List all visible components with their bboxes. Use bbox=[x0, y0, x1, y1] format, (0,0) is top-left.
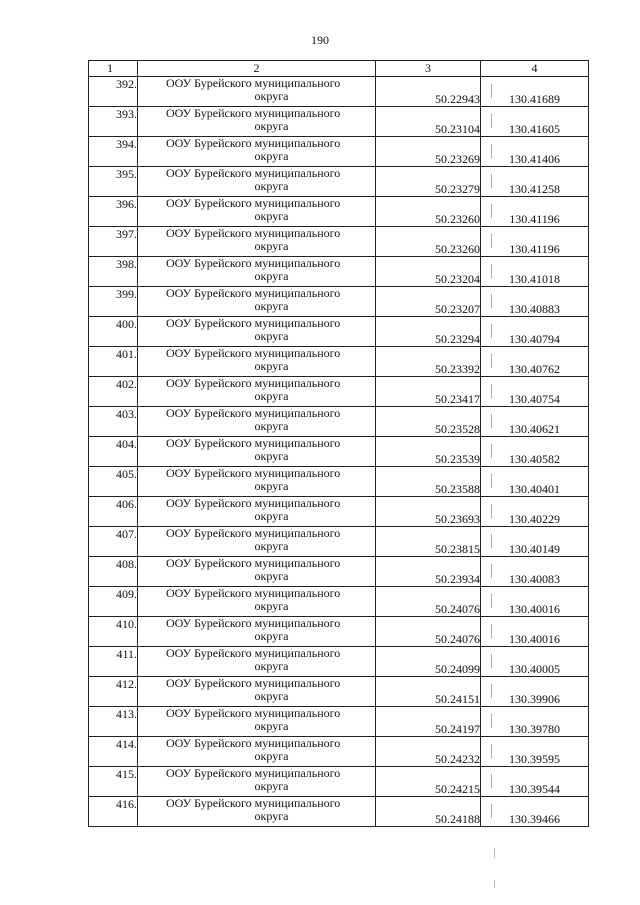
object-name-line-2: округа bbox=[254, 719, 289, 733]
scan-artifact-mark bbox=[491, 564, 492, 578]
scan-artifact-mark bbox=[494, 880, 495, 888]
object-name-line-1: ООУ Бурейского муниципального bbox=[166, 376, 341, 390]
longitude-value: 130.41605 bbox=[509, 122, 560, 136]
row-number: 394. bbox=[89, 137, 138, 167]
row-number: 398. bbox=[89, 257, 138, 287]
scan-artifact-mark bbox=[491, 234, 492, 248]
table-row bbox=[89, 437, 589, 467]
row-number: 393. bbox=[89, 107, 138, 137]
longitude-cell bbox=[481, 437, 589, 467]
coordinates-table bbox=[88, 60, 589, 827]
longitude-value: 130.40794 bbox=[509, 332, 560, 346]
object-name bbox=[138, 737, 376, 767]
page-number: 190 bbox=[311, 33, 329, 47]
table-row bbox=[89, 587, 589, 617]
object-name-line-2: округа bbox=[254, 209, 289, 223]
latitude-cell: 50.23392 bbox=[376, 347, 481, 377]
table-row bbox=[89, 107, 589, 137]
object-name bbox=[138, 377, 376, 407]
longitude-value: 130.39906 bbox=[509, 692, 560, 706]
scan-artifact-mark bbox=[491, 144, 492, 158]
longitude-cell bbox=[481, 737, 589, 767]
longitude-cell bbox=[481, 227, 589, 257]
object-name-line-1: ООУ Бурейского муниципального bbox=[166, 286, 341, 300]
object-name bbox=[138, 467, 376, 497]
longitude-value: 130.41258 bbox=[509, 182, 560, 196]
longitude-cell bbox=[481, 527, 589, 557]
table-row bbox=[89, 407, 589, 437]
object-name-line-1: ООУ Бурейского муниципального bbox=[166, 586, 341, 600]
object-name-line-2: округа bbox=[254, 269, 289, 283]
table-row bbox=[89, 737, 589, 767]
table-row bbox=[89, 677, 589, 707]
longitude-cell bbox=[481, 317, 589, 347]
object-name-line-2: округа bbox=[254, 779, 289, 793]
scan-artifact-mark bbox=[491, 714, 492, 728]
longitude-cell bbox=[481, 197, 589, 227]
table-row bbox=[89, 197, 589, 227]
object-name-line-2: округа bbox=[254, 509, 289, 523]
longitude-value: 130.39595 bbox=[509, 752, 560, 766]
object-name-line-1: ООУ Бурейского муниципального bbox=[166, 76, 341, 90]
scan-artifact-mark bbox=[491, 594, 492, 608]
row-number: 413. bbox=[89, 707, 138, 737]
longitude-cell bbox=[481, 167, 589, 197]
longitude-cell bbox=[481, 557, 589, 587]
object-name bbox=[138, 527, 376, 557]
object-name bbox=[138, 677, 376, 707]
object-name-line-1: ООУ Бурейского муниципального bbox=[166, 646, 341, 660]
object-name-line-2: округа bbox=[254, 389, 289, 403]
object-name bbox=[138, 587, 376, 617]
object-name-line-2: округа bbox=[254, 449, 289, 463]
scan-artifact-mark bbox=[491, 264, 492, 278]
longitude-cell bbox=[481, 797, 589, 827]
longitude-value: 130.40229 bbox=[509, 512, 560, 526]
longitude-value: 130.40016 bbox=[509, 632, 560, 646]
object-name bbox=[138, 767, 376, 797]
longitude-value: 130.41196 bbox=[509, 242, 560, 256]
object-name bbox=[138, 647, 376, 677]
row-number: 404. bbox=[89, 437, 138, 467]
latitude-cell: 50.23279 bbox=[376, 167, 481, 197]
latitude-cell: 50.23204 bbox=[376, 257, 481, 287]
header-col-2: 2 bbox=[138, 61, 376, 77]
latitude-cell: 50.24197 bbox=[376, 707, 481, 737]
row-number: 409. bbox=[89, 587, 138, 617]
longitude-value: 130.41406 bbox=[509, 152, 560, 166]
scan-artifact-mark bbox=[491, 624, 492, 638]
row-number: 408. bbox=[89, 557, 138, 587]
table-row bbox=[89, 647, 589, 677]
scan-artifact-mark bbox=[491, 84, 492, 98]
longitude-cell bbox=[481, 107, 589, 137]
object-name-line-2: округа bbox=[254, 89, 289, 103]
object-name-line-2: округа bbox=[254, 149, 289, 163]
row-number: 406. bbox=[89, 497, 138, 527]
longitude-value: 130.40005 bbox=[509, 662, 560, 676]
longitude-value: 130.39780 bbox=[509, 722, 560, 736]
row-number: 410. bbox=[89, 617, 138, 647]
object-name-line-1: ООУ Бурейского муниципального bbox=[166, 256, 341, 270]
table-row bbox=[89, 557, 589, 587]
longitude-cell bbox=[481, 377, 589, 407]
object-name-line-1: ООУ Бурейского муниципального bbox=[166, 316, 341, 330]
row-number: 411. bbox=[89, 647, 138, 677]
object-name-line-1: ООУ Бурейского муниципального bbox=[166, 736, 341, 750]
object-name-line-2: округа bbox=[254, 749, 289, 763]
latitude-cell: 50.23528 bbox=[376, 407, 481, 437]
latitude-cell: 50.23693 bbox=[376, 497, 481, 527]
scan-artifact-mark bbox=[491, 654, 492, 668]
object-name bbox=[138, 287, 376, 317]
table-row bbox=[89, 377, 589, 407]
latitude-cell: 50.23539 bbox=[376, 437, 481, 467]
latitude-cell: 50.23588 bbox=[376, 467, 481, 497]
scan-artifact-mark bbox=[491, 114, 492, 128]
table-row bbox=[89, 497, 589, 527]
object-name bbox=[138, 227, 376, 257]
table-row bbox=[89, 227, 589, 257]
longitude-value: 130.41196 bbox=[509, 212, 560, 226]
row-number: 401. bbox=[89, 347, 138, 377]
object-name bbox=[138, 347, 376, 377]
object-name bbox=[138, 797, 376, 827]
latitude-cell: 50.23815 bbox=[376, 527, 481, 557]
row-number: 400. bbox=[89, 317, 138, 347]
object-name-line-1: ООУ Бурейского муниципального bbox=[166, 406, 341, 420]
latitude-cell: 50.24076 bbox=[376, 587, 481, 617]
object-name-line-1: ООУ Бурейского муниципального bbox=[166, 466, 341, 480]
scan-artifact-mark bbox=[491, 444, 492, 458]
scan-artifact-mark bbox=[491, 324, 492, 338]
header-col-4: 4 bbox=[481, 61, 589, 77]
object-name bbox=[138, 707, 376, 737]
scan-artifact-mark bbox=[491, 504, 492, 518]
table-row bbox=[89, 77, 589, 107]
longitude-cell bbox=[481, 77, 589, 107]
object-name-line-1: ООУ Бурейского муниципального bbox=[166, 766, 341, 780]
longitude-value: 130.40883 bbox=[509, 302, 560, 316]
latitude-cell: 50.24151 bbox=[376, 677, 481, 707]
longitude-value: 130.40762 bbox=[509, 362, 560, 376]
table-row bbox=[89, 257, 589, 287]
latitude-cell: 50.23934 bbox=[376, 557, 481, 587]
table-row bbox=[89, 707, 589, 737]
longitude-value: 130.40754 bbox=[509, 392, 560, 406]
header-col-1: 1 bbox=[89, 61, 138, 77]
object-name bbox=[138, 557, 376, 587]
scan-artifact-mark bbox=[491, 774, 492, 788]
table-row bbox=[89, 347, 589, 377]
object-name-line-2: округа bbox=[254, 629, 289, 643]
longitude-cell bbox=[481, 467, 589, 497]
table-row bbox=[89, 467, 589, 497]
row-number: 392. bbox=[89, 77, 138, 107]
latitude-cell: 50.24076 bbox=[376, 617, 481, 647]
latitude-cell: 50.23417 bbox=[376, 377, 481, 407]
object-name-line-2: округа bbox=[254, 119, 289, 133]
row-number: 405. bbox=[89, 467, 138, 497]
object-name-line-2: округа bbox=[254, 479, 289, 493]
scan-artifact-mark bbox=[491, 354, 492, 368]
object-name-line-1: ООУ Бурейского муниципального bbox=[166, 346, 341, 360]
row-number: 395. bbox=[89, 167, 138, 197]
scan-artifact-mark bbox=[491, 744, 492, 758]
row-number: 415. bbox=[89, 767, 138, 797]
longitude-value: 130.40083 bbox=[509, 572, 560, 586]
table-row bbox=[89, 767, 589, 797]
table-row bbox=[89, 317, 589, 347]
object-name-line-2: округа bbox=[254, 179, 289, 193]
longitude-cell bbox=[481, 767, 589, 797]
longitude-value: 130.40016 bbox=[509, 602, 560, 616]
longitude-value: 130.40582 bbox=[509, 452, 560, 466]
scan-artifact-mark bbox=[491, 204, 492, 218]
object-name-line-1: ООУ Бурейского муниципального bbox=[166, 136, 341, 150]
scan-artifact-mark bbox=[491, 684, 492, 698]
object-name bbox=[138, 107, 376, 137]
header-col-3: 3 bbox=[376, 61, 481, 77]
longitude-cell bbox=[481, 347, 589, 377]
longitude-cell bbox=[481, 287, 589, 317]
table-row bbox=[89, 617, 589, 647]
longitude-cell bbox=[481, 617, 589, 647]
latitude-cell: 50.24099 bbox=[376, 647, 481, 677]
row-number: 414. bbox=[89, 737, 138, 767]
table-row bbox=[89, 137, 589, 167]
longitude-value: 130.40621 bbox=[509, 422, 560, 436]
latitude-cell: 50.22943 bbox=[376, 77, 481, 107]
object-name-line-1: ООУ Бурейского муниципального bbox=[166, 526, 341, 540]
object-name-line-2: округа bbox=[254, 599, 289, 613]
object-name-line-1: ООУ Бурейского муниципального bbox=[166, 226, 341, 240]
latitude-cell: 50.24188 bbox=[376, 797, 481, 827]
latitude-cell: 50.23104 bbox=[376, 107, 481, 137]
row-number: 407. bbox=[89, 527, 138, 557]
object-name bbox=[138, 497, 376, 527]
scan-artifact-mark bbox=[491, 474, 492, 488]
object-name-line-1: ООУ Бурейского муниципального bbox=[166, 196, 341, 210]
scan-artifact-mark bbox=[491, 384, 492, 398]
row-number: 399. bbox=[89, 287, 138, 317]
longitude-value: 130.40401 bbox=[509, 482, 560, 496]
row-number: 403. bbox=[89, 407, 138, 437]
table-body bbox=[89, 77, 589, 827]
table-row bbox=[89, 287, 589, 317]
longitude-value: 130.39544 bbox=[509, 782, 560, 796]
latitude-cell: 50.24215 bbox=[376, 767, 481, 797]
object-name-line-1: ООУ Бурейского муниципального bbox=[166, 616, 341, 630]
object-name bbox=[138, 437, 376, 467]
scan-artifact-mark bbox=[491, 414, 492, 428]
longitude-value: 130.40149 bbox=[509, 542, 560, 556]
object-name-line-1: ООУ Бурейского муниципального bbox=[166, 496, 341, 510]
longitude-cell bbox=[481, 497, 589, 527]
table-row bbox=[89, 167, 589, 197]
latitude-cell: 50.24232 bbox=[376, 737, 481, 767]
latitude-cell: 50.23260 bbox=[376, 227, 481, 257]
object-name-line-1: ООУ Бурейского муниципального bbox=[166, 706, 341, 720]
longitude-cell bbox=[481, 257, 589, 287]
latitude-cell: 50.23207 bbox=[376, 287, 481, 317]
object-name bbox=[138, 167, 376, 197]
row-number: 402. bbox=[89, 377, 138, 407]
object-name bbox=[138, 317, 376, 347]
object-name-line-2: округа bbox=[254, 659, 289, 673]
object-name bbox=[138, 407, 376, 437]
object-name-line-1: ООУ Бурейского муниципального bbox=[166, 166, 341, 180]
latitude-cell: 50.23260 bbox=[376, 197, 481, 227]
object-name-line-2: округа bbox=[254, 359, 289, 373]
object-name-line-1: ООУ Бурейского муниципального bbox=[166, 556, 341, 570]
longitude-value: 130.41689 bbox=[509, 92, 560, 106]
scan-artifact-mark bbox=[491, 534, 492, 548]
longitude-cell bbox=[481, 707, 589, 737]
longitude-cell bbox=[481, 677, 589, 707]
longitude-value: 130.41018 bbox=[509, 272, 560, 286]
scan-artifact-mark bbox=[494, 848, 495, 858]
table-header bbox=[89, 61, 589, 77]
latitude-cell: 50.23269 bbox=[376, 137, 481, 167]
scan-artifact-mark bbox=[491, 174, 492, 188]
object-name-line-1: ООУ Бурейского муниципального bbox=[166, 106, 341, 120]
object-name-line-1: ООУ Бурейского муниципального bbox=[166, 676, 341, 690]
object-name bbox=[138, 197, 376, 227]
longitude-cell bbox=[481, 137, 589, 167]
table-row bbox=[89, 797, 589, 827]
table-row bbox=[89, 527, 589, 557]
row-number: 416. bbox=[89, 797, 138, 827]
object-name bbox=[138, 137, 376, 167]
longitude-value: 130.39466 bbox=[509, 812, 560, 826]
object-name bbox=[138, 617, 376, 647]
object-name-line-1: ООУ Бурейского муниципального bbox=[166, 436, 341, 450]
object-name-line-2: округа bbox=[254, 239, 289, 253]
object-name-line-2: округа bbox=[254, 329, 289, 343]
scan-artifact-mark bbox=[491, 294, 492, 308]
object-name-line-2: округа bbox=[254, 299, 289, 313]
row-number: 397. bbox=[89, 227, 138, 257]
longitude-cell bbox=[481, 587, 589, 617]
object-name-line-2: округа bbox=[254, 419, 289, 433]
object-name-line-2: округа bbox=[254, 689, 289, 703]
longitude-cell bbox=[481, 647, 589, 677]
object-name-line-1: ООУ Бурейского муниципального bbox=[166, 796, 341, 810]
row-number: 412. bbox=[89, 677, 138, 707]
header-row bbox=[89, 61, 589, 77]
object-name bbox=[138, 77, 376, 107]
scan-artifact-mark bbox=[491, 804, 492, 818]
longitude-cell bbox=[481, 407, 589, 437]
object-name-line-2: округа bbox=[254, 569, 289, 583]
row-number: 396. bbox=[89, 197, 138, 227]
latitude-cell: 50.23294 bbox=[376, 317, 481, 347]
object-name-line-2: округа bbox=[254, 809, 289, 823]
object-name-line-2: округа bbox=[254, 539, 289, 553]
object-name bbox=[138, 257, 376, 287]
